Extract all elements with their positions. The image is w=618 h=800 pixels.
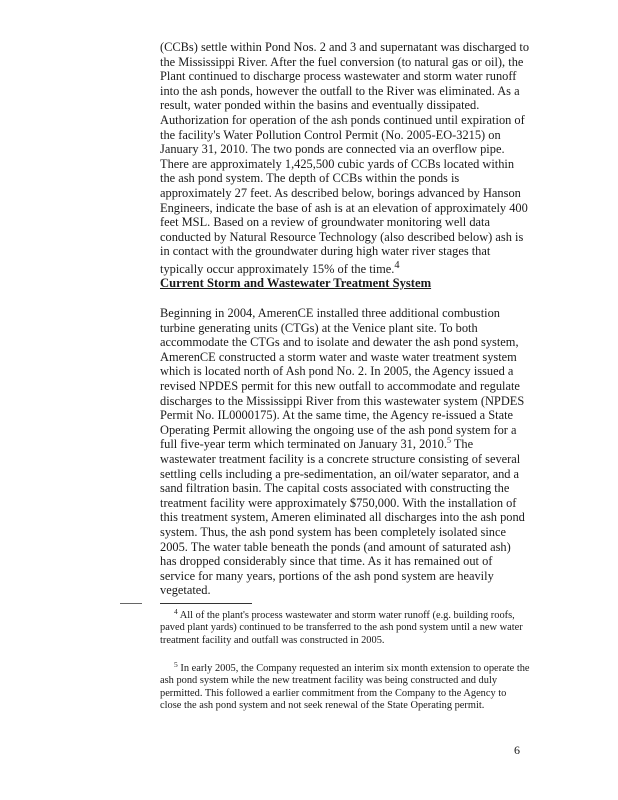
footnote-separator-left — [120, 603, 142, 604]
footnote-ref-5: 5 — [446, 436, 451, 446]
footnote-ref-4: 4 — [394, 259, 400, 271]
footnote-separator — [160, 603, 252, 604]
paragraph-2-text-a: Beginning in 2004, AmerenCE installed three additional combustion turbine generating units (CTGs) at the Venice plant site. To both accommodate the CTGs and to isolate and dewater the ash pond system, AmerenCE constructed a storm water and waste water treatment system which is located north of Ash pond No. 2. In 2005, the Agency issued a revised NPDES permit for this new outfall to accommodate and regulate discharges to the Mississippi River from this wastewater system (NPDES Permit No. IL0000175). At the same time, the Agency re-issued a State Operating Permit allowing the ongoing use of the ash pond system for a full five-year term which terminated on January 31, 2010. — [160, 306, 525, 452]
body-paragraph-1 — [160, 40, 530, 277]
footnote-4-marker: 4 — [174, 607, 178, 616]
footnote-5-text: In early 2005, the Company requested an interim six month extension to operate the ash pond system while the new treatment facility was being constructed and duly permitted. This followed a earlier commitment from the Company to the Agency to close the ash pond system and not seek renewal of the State Operating permit. — [160, 663, 530, 712]
footnote-5 — [160, 660, 530, 713]
section-heading: Current Storm and Wastewater Treatment System — [160, 276, 432, 290]
paragraph-1-text: (CCBs) settle within Pond Nos. 2 and 3 and supernatant was discharged to the Mississippi River. After the fuel conversion (to natural gas or oil), the Plant continued to discharge process wastewater and storm water runoff into the ash ponds, however the outfall to the River was eliminated. As a result, water ponded within the basins and eventually dissipated. Authorization for operation of the ash ponds continued until expiration of the facility's Water Pollution Control Permit (No. 2005-EO-3215) on January 31, 2010. The two ponds are connected via an overflow pipe. There are approximately 1,425,500 cubic yards of CCBs located within the ash pond system. The depth of CCBs within the ponds is approximately 27 feet. As described below, borings advanced by Hanson Engineers, indicate the base of ash is at an elevation of approximately 400 feet MSL. Based on a review of groundwater monitoring well data conducted by Natural Resource Technology (also described below) ash is in contact with the groundwater during high water river stages that typically occur approximately 15% of the time. — [160, 40, 530, 277]
body-paragraph-2 — [160, 306, 530, 598]
footnote-4 — [160, 607, 530, 647]
footnote-4-text: All of the plant's process wastewater and storm water runoff (e.g. building roofs, paved plant yards) continued to be transferred to the ash pond system until a new water treatment facility and outfall was constructed in 2005. — [160, 610, 523, 646]
paragraph-2-text-b: The wastewater treatment facility is a concrete structure consisting of several settling cells including a pre-sedimentation, an oil/water separator, and a sand filtration basin. The capital costs associated with constructing the treatment facility were approximately $750,000. With the installation of this treatment system, Ameren eliminated all discharges into the ash pond system. Thus, the ash pond system has been completely isolated since 2005. The water table beneath the ponds (and amount of saturated ash) has dropped considerably since that time. As it has remained out of service for many years, portions of the ash pond system are heavily vegetated. — [160, 437, 525, 598]
footnote-5-marker: 5 — [174, 660, 178, 669]
page-number: 6 — [514, 743, 520, 757]
